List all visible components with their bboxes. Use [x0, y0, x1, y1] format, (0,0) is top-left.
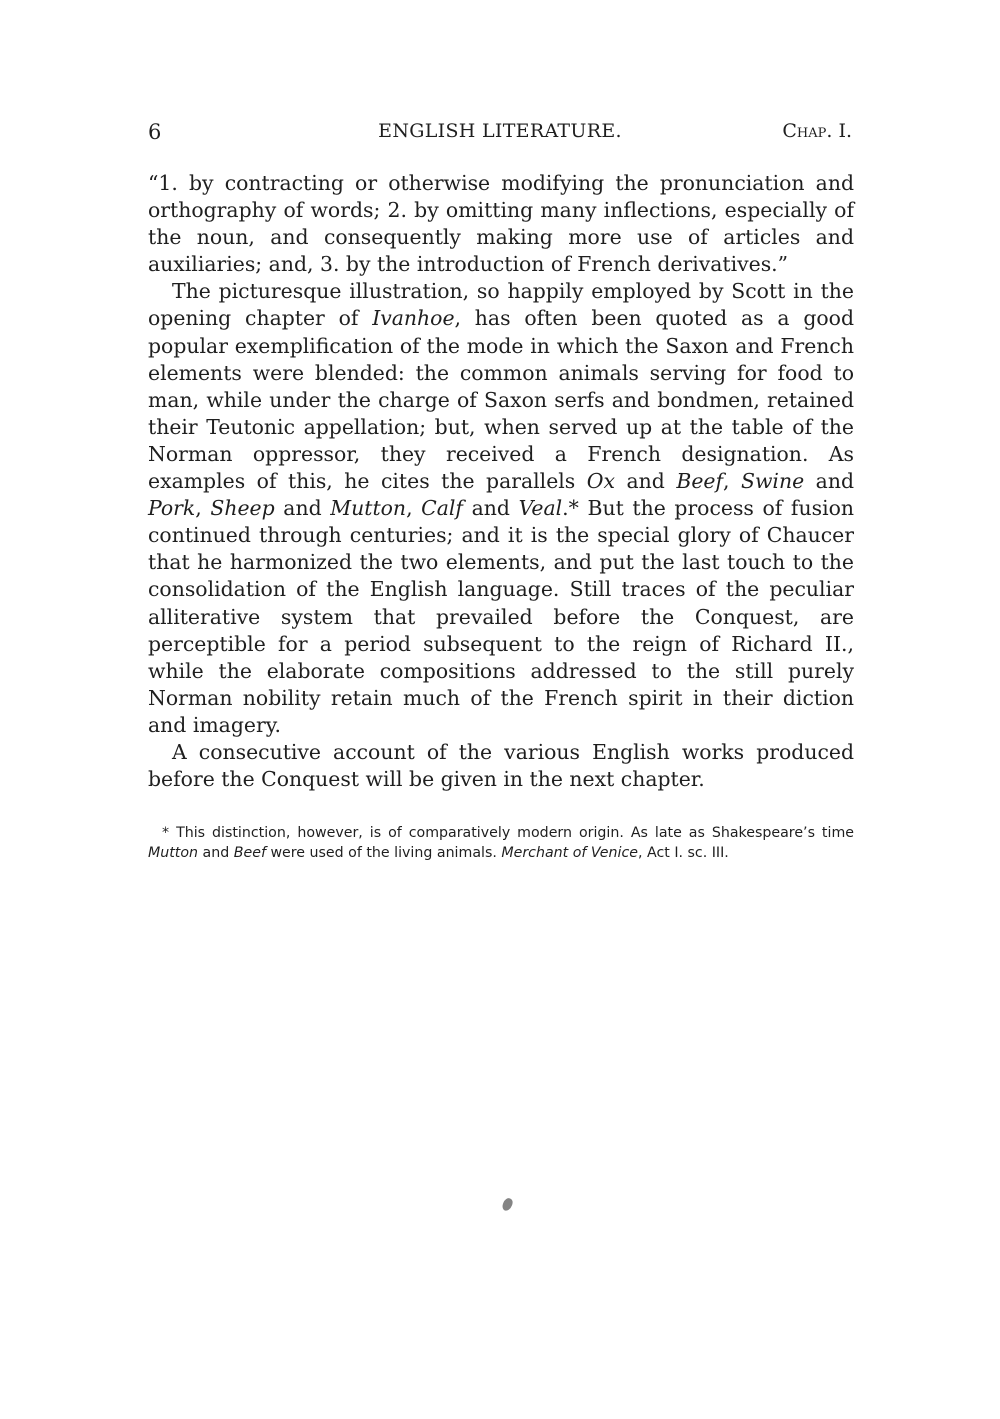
italic-run: Beef: [676, 469, 724, 494]
chapter-label: [782, 120, 852, 142]
running-title: ENGLISH LITERATURE.: [378, 120, 622, 142]
italic-run: Calf: [421, 496, 463, 521]
page-number: 6: [148, 120, 162, 144]
italic-run: Ox: [586, 469, 615, 494]
text-run: * This distinction, however, is of comparatively modern origin. As late as Shakespeare’s time: [162, 825, 854, 841]
italic-run: Mutton: [330, 496, 407, 521]
text-run: and: [198, 844, 234, 861]
text-run: ,: [406, 496, 422, 521]
body-text: [148, 170, 854, 793]
italic-run: Ivanhoe: [372, 306, 455, 331]
text-run: .* But the process of fusion continued through centuries; and it is the special glory of Chaucer that he harmonized the two elements, and put the last touch to the consolidation of the English language. Still traces of the peculiar alliterative system that prevailed before the Conquest, are perceptible for a period subsequent to the reign of Richard II., while the elaborate compositions addressed to the still purely Norman nobility retain much of the French spirit in their diction and imagery.: [148, 496, 854, 737]
text-run: “1. by contracting or otherwise modifying the pronunciation and orthography of words; 2. by omitting many inflections, especially of the noun, and consequently making more use of articles and auxiliaries; and, 3. by the introduction of French derivatives.”: [148, 171, 854, 277]
text-run: and: [614, 469, 677, 494]
paragraph-quote: [148, 170, 854, 278]
text-run: were used of the living animals.: [265, 844, 502, 861]
paragraph-consecutive-account: [148, 739, 854, 793]
italic-run: Swine: [741, 469, 805, 494]
italic-run: Veal: [518, 496, 563, 521]
chapter-label-text: Chap. I.: [782, 120, 852, 142]
italic-run: Merchant of Venice: [501, 844, 638, 861]
italic-run: Sheep: [210, 496, 275, 521]
text-run: The picturesque illustration, so happily employed by Scott in the opening chapter of: [148, 279, 854, 331]
paragraph-scott-illustration: [148, 278, 854, 739]
italic-run: Pork: [148, 496, 196, 521]
text-run: A consecutive account of the various English works produced before the Conquest will be given in the next chapter.: [148, 739, 854, 792]
text-run: , Act I. sc. III.: [637, 844, 729, 861]
page-header: [148, 120, 852, 150]
italic-run: Mutton: [148, 844, 199, 861]
italic-run: Beef: [233, 844, 266, 861]
footnote-text: [148, 824, 854, 863]
ink-speck: [501, 1197, 514, 1212]
text-run: and: [274, 496, 331, 521]
text-run: and: [804, 469, 854, 494]
text-run: ,: [723, 469, 741, 494]
text-run: and: [462, 496, 519, 521]
text-run: , has often been quoted as a good popular exemplification of the mode in which the Saxon and French elements were blended: the common animals serving for food to man, while under the charge of Saxon serfs and bondmen, retained their Teutonic appellation; but, when served up at the table of the Norman oppressor, they received a French designation. As examples of this, he cites the parallels: [148, 306, 854, 494]
text-run: ,: [195, 496, 211, 521]
footnote: [148, 824, 854, 863]
